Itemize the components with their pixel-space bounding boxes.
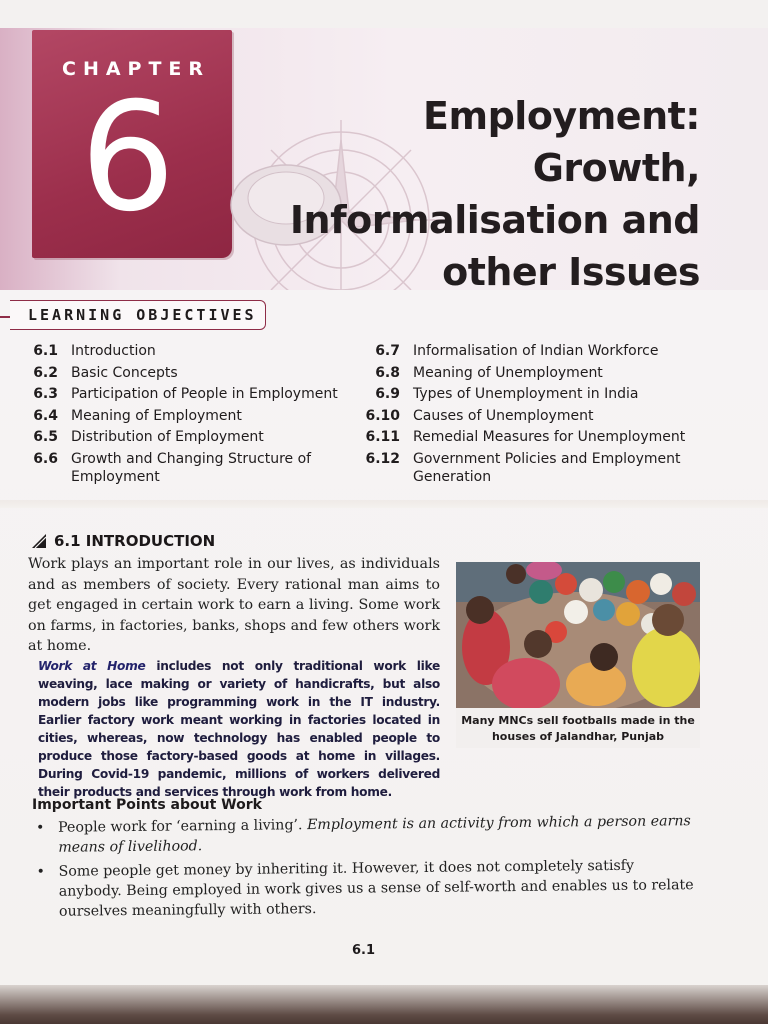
objectives-rule — [0, 316, 10, 318]
page-bottom-edge — [0, 985, 768, 1024]
objective-label: Growth and Changing Structure of Employment — [71, 450, 312, 485]
list-item-text — [58, 811, 700, 858]
objective-label: Meaning of Employment — [71, 407, 242, 424]
chapter-title-line-2: Informalisation and — [289, 198, 700, 242]
page-number: 6.1 — [352, 943, 376, 958]
objective-label: Introduction — [71, 343, 156, 359]
list-item-plain: Some people get money by inheriting it. However, it does not completely satisfy anybody. Being employed in work gives us a sense of self-worth and enables us to relate ourselves meaningfully with others. — [58, 857, 694, 920]
work-at-home-term: Work at Home — [38, 659, 146, 673]
objective-number: 6.9 — [375, 386, 400, 402]
objective-label: Distribution of Employment — [71, 429, 264, 445]
chapter-title — [260, 90, 700, 298]
objective-label: Basic Concepts — [71, 364, 178, 381]
objective-number: 6.7 — [375, 343, 400, 359]
objectives-right-column — [362, 342, 707, 489]
objectives-heading: LEARNING OBJECTIVES — [28, 306, 257, 324]
photo-caption: Many MNCs sell footballs made in the houses of Jalandhar, Punjab — [461, 714, 695, 743]
objective-number: 6.11 — [365, 429, 400, 445]
objective-item — [20, 364, 360, 382]
objective-number: 6.10 — [365, 407, 400, 424]
list-item — [36, 855, 701, 922]
objective-item — [362, 407, 707, 425]
objective-item — [20, 342, 360, 360]
work-at-home-box — [38, 657, 440, 801]
objective-item — [362, 385, 707, 403]
list-item-italic: Employment is an activity from which a person earns means of livelihood. — [58, 813, 691, 856]
introduction-heading-text: 6.1 INTRODUCTION — [54, 532, 216, 550]
objectives-left-column — [20, 342, 360, 489]
objective-label: Participation of People in Employment — [71, 386, 338, 402]
objective-item — [362, 342, 707, 360]
triangle-marker-icon — [32, 534, 46, 548]
football-workers-photo — [456, 562, 700, 708]
objective-number: 6.6 — [33, 450, 58, 467]
objective-number: 6.4 — [33, 407, 58, 424]
introduction-paragraph: Work plays an important role in our lives, as individuals and as members of society. Every rational man aims to get engaged in certain work to earn a living. Some work on farms, in factories, banks, shops and few others work at home. — [28, 556, 440, 655]
page-top-margin — [0, 0, 768, 30]
bullet-icon: • — [36, 819, 45, 836]
objective-label: Causes of Unemployment — [413, 407, 594, 424]
objective-number: 6.3 — [33, 386, 58, 402]
objective-item — [20, 407, 360, 425]
objective-label: Informalisation of Indian Workforce — [413, 343, 659, 359]
important-points-heading: Important Points about Work — [32, 797, 262, 813]
list-item-text — [58, 855, 701, 922]
chapter-label: CHAPTER — [62, 58, 211, 80]
objective-item — [362, 428, 707, 446]
objective-item — [20, 428, 360, 446]
objective-item — [362, 364, 707, 382]
objective-number: 6.5 — [33, 429, 58, 445]
chapter-title-line-3: other Issues — [442, 250, 700, 294]
chapter-title-line-1: Employment: Growth, — [423, 94, 700, 190]
objective-label: Meaning of Unemployment — [413, 364, 603, 381]
list-item — [36, 811, 700, 858]
objective-item — [20, 385, 360, 403]
objective-label: Government Policies and Employment Generation — [413, 450, 681, 485]
chapter-number: 6 — [80, 71, 176, 245]
objective-item — [20, 450, 360, 486]
list-item-plain: People work for ‘earning a living’. — [58, 817, 308, 836]
introduction-heading — [32, 532, 215, 550]
objective-item — [362, 450, 707, 486]
objective-number: 6.12 — [365, 450, 400, 467]
important-points-list — [36, 811, 701, 926]
objective-number: 6.2 — [33, 364, 58, 381]
work-at-home-text: includes not only traditional work like weaving, lace making or variety of handicrafts, but also modern jobs like programming work in the IT industry. Earlier factory work meant working in factories located in cities, whereas, now technology has enabled people to produce those factory-based goods at home in villages. During Covid-19 pandemic, millions of workers delivered their products and services through work from home. — [38, 659, 440, 799]
section-divider — [0, 500, 768, 508]
objective-number: 6.1 — [33, 343, 58, 359]
objective-label: Remedial Measures for Unemployment — [413, 429, 686, 445]
objective-label: Types of Unemployment in India — [413, 386, 639, 402]
objective-number: 6.8 — [375, 364, 400, 381]
bullet-icon: • — [36, 863, 45, 880]
